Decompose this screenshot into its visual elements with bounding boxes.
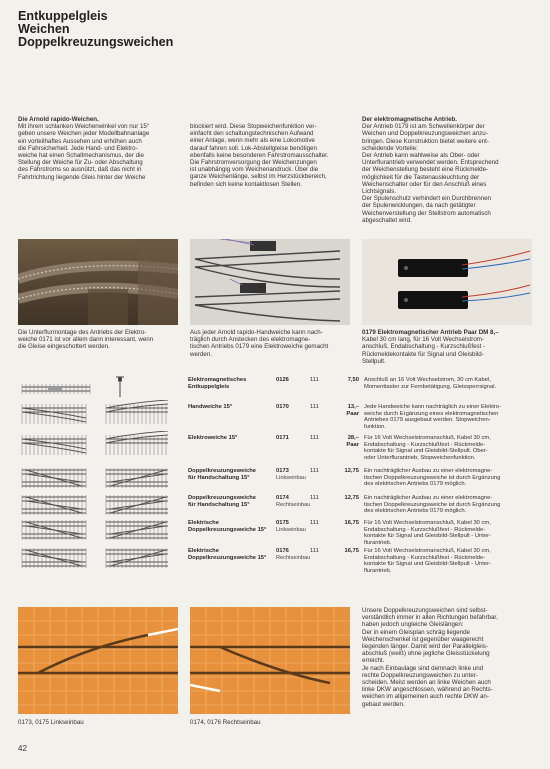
product-number: 0173 [276,468,289,474]
product-price: 16,75 [344,548,359,554]
intro-col1-text: Mit ihrem schlanken Weichenwinkel von nur 15° geben unsere Weichen jeder Modellbahnanlage ein vorteilhaftes Aussehen und erhöhen auch die Fahrsicherheit. Jede Hand- und Elektro- weiche hat einen Schaltmechanismus, der die Stellung der Weiche für Zu- oder Abschaltung des Fahrstroms so ausnützt, daß das nicht in Fahrtrichtung liegende Gleis hinter der Weiche [18,123,150,181]
product-name: Elektrische Doppelkreuzungsweiche 15° [188,548,267,561]
product-description: Ein nachträglicher Ausbau zu einer elektromagne- tischen Doppelkreuzungsweiche ist durch Ergänzung des elektrischen Antriebs 0179 möglich. [364,495,501,515]
intro-col3-title: Der elektromagnetische Antrieb. [362,116,458,123]
page-number: 42 [18,744,27,753]
product-description: Für 16 Volt Wechselstromanschluß, Kabel 30 cm, Endabschaltung - Kurzschlußfest - Rückmelde- kontakte für Signal und Gleisbild-Stellpult - Unter- flurantrieb. [364,520,491,546]
product-installation: Rechtseinbau [276,502,311,508]
product-number: 0176 [276,548,289,554]
label-left-installation: 0173, 0175 Linkseinbau [18,719,84,726]
drive-price: Paar DM 8,– [463,329,499,336]
product-name: Elektromagnetisches Entkuppelgleis [188,377,247,390]
product-description: Für 16 Volt Wechselstromanschluß, Kabel 30 cm, Endabschaltung - Kurzschlußfest - Rückmelde- kontakte für Signal und Gleisbild-Stellpult. Ober- oder Unterflurantrieb, Stopweichenfunktion. [364,435,491,461]
photo-underfloor-mounting [18,239,178,325]
page-title [18,10,173,49]
photo-electromagnetic-drive [362,239,532,325]
product-price: 12,75 [344,495,359,501]
product-installation: Linkseinbau [276,527,306,533]
product-price: 16,75 [344,520,359,526]
caption-photo-2: Aus jeder Arnold rapido-Handweiche kann nach- träglich durch Anstecken des elektromagne- tischen Antriebs 0179 eine Elektroweiche gemacht werden. [190,329,329,358]
product-code: 111 [310,435,319,441]
intro-col1-title: Die Arnold rapido-Weichen. [18,116,99,123]
diagram-left-installation [18,607,178,714]
product-price: 7,50 [347,377,359,383]
product-number: 0126 [276,377,289,383]
photo-hand-switches [190,239,350,325]
drive-description: Kabel 30 cm lang, für 16 Volt Wechselstrom- anschluß, Endabschaltung - Kurzschlußfest - Rückmeldekontakte für Signal und Gleisbild- Stellpult. [362,336,486,365]
product-description: Jede Handweiche kann nachträglich zu einer Elektro- weiche durch Ergänzung eines elektromagnetischen Antriebes 0179 ausgebaut werden. Stopweichen- funktion. [364,404,501,430]
label-right-installation: 0174, 0176 Rechtseinbau [190,719,261,726]
product-number: 0171 [276,435,289,441]
drive-title: 0179 Elektromagnetischer Antrieb [362,329,462,336]
product-code: 111 [310,377,319,383]
product-name: Elektrische Doppelkreuzungsweiche 15° [188,520,267,533]
product-code: 111 [310,468,319,474]
bottom-explanation: Unsere Doppelkreuzungsweichen sind selbst- verständlich immer in allen Richtungen befahrbar, haben jedoch ungleiche Gleislängen: Der in einem Gleisplan schräg liegende Weichenschenkel ist gegenüber waagerecht liegenden länger. Damit wird der Parallelgleis- abschluß (weiß) ohne jegliche Gleisstückelung erreicht. Je nach Einbaulage sind demnach linke und rechte Doppelkreuzungsweichen zu unter- scheiden. Meist werden an linke Weichen auch linke DKW angeschlossen, während an Rechts- weichen im allgemeinen auch rechte DKW an- gebaut werden. [362,607,498,708]
product-number: 0175 [276,520,289,526]
intro-col3-text: Der Antrieb 0179 ist am Schwellenkörper der Weichen und Doppelkreuzungsweichen anzu- bringen. Diese Konstruktion bietet weitere ent- scheidende Vorteile: Der Antrieb kann wahlweise als Ober- oder Unterflurantrieb verwendet werden. Entsprechend der Weichenstellung besteht eine Rückmelde- möglichkeit für die Tastenausleuchtung der Weichenschalter oder für den Anschluß eines Lichtsignals. Der Spulenschutz verhindert ein Durchbrennen der Spulenwicklungen, da nach getätigter Weichenverstellung der Stellstrom automatisch abgeschaltet wird. [362,123,499,224]
product-price: 28,– Paar [346,435,359,448]
product-code: 111 [310,548,319,554]
product-description: Für 16 Volt Wechselstromanschluß, Kabel 30 cm, Endabschaltung - Kurzschlußfest - Rückmelde- kontakte für Signal und Gleisbild-Stellpult - Unter- flurantrieb. [364,548,491,574]
product-number: 0174 [276,495,289,501]
caption-photo-1: Die Unterflurmontage des Antriebs der Elektro- weiche 0171 ist vor allem dann interessant, wenn die Gleise eingeschottert werden. [18,329,154,351]
track-drawing [20,431,170,462]
intro-column-3 [362,116,537,224]
title-line-2: Weichen [18,22,70,36]
track-drawing [20,516,170,547]
title-line-3: Doppelkreuzungsweichen [18,35,174,49]
product-price: 12,75 [344,468,359,474]
product-description: Anschluß an 16 Volt Wechselstrom, 30 cm Kabel, Momenttaster zur Fernbetätigung, Gleissperrsignal. [364,377,497,390]
product-name: Doppelkreuzungsweiche für Handschaltung 15° [188,495,256,508]
intro-column-2: blockiert wird. Diese Stopweichenfunktion ver- einfacht den schaltungstechnischen Aufwand einer Anlage, wenn mehr als eine Lokomotive darauf fahren soll. Lok-Abstellgleise benötigen ebenfalls keine besonderen Fahrstromausschalter. Die Fahrstromversorgung der Weichenzungen ist unabhängig vom Weichenandruck. Über die ganze Weichenlänge, selbst im Herzstückbereich, befinden sich keine kontaktlosen Stellen. [190,123,329,188]
product-number: 0170 [276,404,289,410]
caption-photo-3 [362,329,540,365]
intro-column-1 [18,116,183,181]
product-name: Doppelkreuzungsweiche für Handschaltung 15° [188,468,256,481]
product-installation: Rechtseinbau [276,555,311,561]
product-name: Handweiche 15° [188,404,233,410]
track-drawing [20,544,170,575]
product-code: 111 [310,520,319,526]
product-code: 111 [310,404,319,410]
diagram-right-installation [190,607,350,714]
track-drawing [20,400,170,431]
product-description: Ein nachträglicher Ausbau zu einer elektromagne- tischen Doppelkreuzungsweiche ist durch Ergänzung des elektrischen Antriebs 0179 möglich. [364,468,501,488]
product-name: Elektroweiche 15° [188,435,238,441]
title-line-1: Entkuppelgleis [18,9,108,23]
product-installation: Linkseinbau [276,475,306,481]
product-price: 13,– Paar [346,404,359,417]
product-code: 111 [310,495,319,501]
